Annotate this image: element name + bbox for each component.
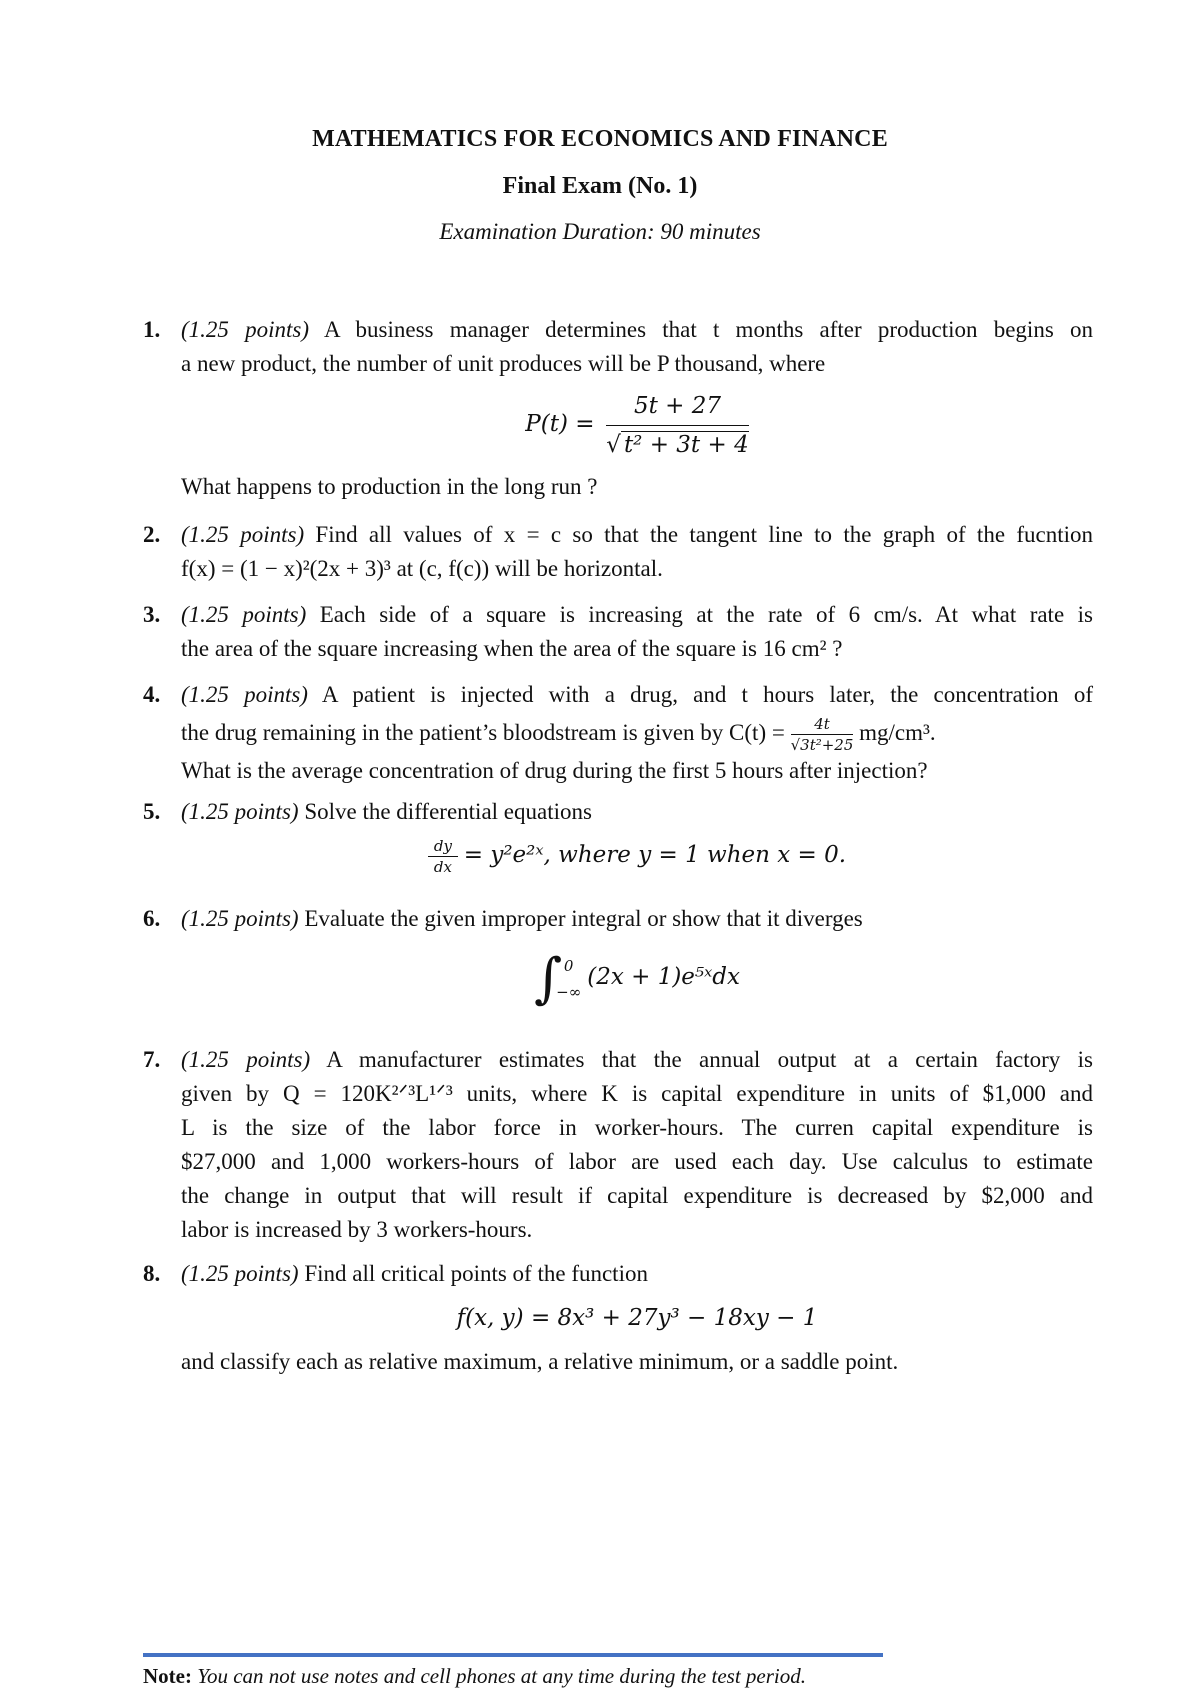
question-text: the area of the square increasing when the area of the square is 16 cm² ? (181, 636, 843, 661)
question-formula: ∫ 0 −∞ (2x + 1)e⁵ˣdx (534, 946, 740, 1010)
question-text: Find all critical points of the function (298, 1261, 648, 1286)
question-text: a new product, the number of unit produces will be P thousand, where (181, 351, 826, 376)
question-3 (143, 598, 1093, 666)
question-points: (1.25 points) (181, 682, 308, 707)
note-label: Note: (143, 1664, 192, 1688)
question-text: What happens to production in the long run ? (181, 474, 598, 499)
exam-note (143, 1664, 806, 1689)
question-4: 4. (1.25 points) A patient is injected with a drug, and t hours later, the concentration of the drug remaining in the patient’s bloodstream is given by C(t) = $\frac{4t}{\text{√3t²+25}}$ mg/cm³. What is the average concentration of drug during the first 5 hours after injection? (143, 678, 1093, 788)
question-number: 1. (143, 317, 161, 342)
question-points: (1.25 points) (181, 906, 299, 931)
question-formula: f(x, y) = 8x³ + 27y³ − 18xy − 1 (456, 1305, 818, 1331)
question-points: (1.25 points) (181, 799, 299, 824)
question-6 (143, 902, 1093, 1012)
question-text: Evaluate the given improper integral or show that it diverges (298, 906, 863, 931)
question-text: Find all values of x = c so that the tangent line to the graph of the fucntion (304, 522, 1093, 547)
question-points: (1.25 points) (181, 1047, 311, 1072)
exam-title: MATHEMATICS FOR ECONOMICS AND FINANCE (312, 126, 888, 152)
note-divider (143, 1653, 883, 1657)
question-text: given by Q = 120K²ᐟ³L¹ᐟ³ units, where K is capital expenditure in units of $1,000 and (181, 1081, 1093, 1106)
question-text: labor is increased by 3 workers-hours. (181, 1217, 533, 1242)
question-8 (143, 1257, 1093, 1379)
question-number: 3. (143, 602, 161, 627)
question-text: the change in output that will result if capital expenditure is decreased by $2,000 and (181, 1183, 1093, 1208)
question-text: the drug remaining in the patient’s bloodstream is given by C(t) = (181, 720, 785, 745)
question-text: A patient is injected with a drug, and t hours later, the concentration of (307, 682, 1093, 707)
question-text: What is the average concentration of drug during the first 5 hours after injection? (181, 758, 928, 783)
question-text: f(x) = (1 − x)²(2x + 3)³ at (c, f(c)) will be horizontal. (181, 556, 663, 581)
question-text: and classify each as relative maximum, a relative minimum, or a saddle point. (181, 1349, 899, 1374)
question-number: 5. (143, 799, 161, 824)
question-number: 7. (143, 1047, 161, 1072)
question-text: A manufacturer estimates that the annual output at a certain factory is (310, 1047, 1093, 1072)
question-number: 4. (143, 682, 161, 707)
question-text: A business manager determines that t months after production begins on (309, 317, 1093, 342)
question-text: $27,000 and 1,000 workers-hours of labor are used each day. Use calculus to estimate (181, 1149, 1093, 1174)
question-2 (143, 518, 1093, 586)
question-number: 8. (143, 1261, 161, 1286)
question-5 (143, 795, 1093, 875)
question-text: L is the size of the labor force in worker-hours. The curren capital expenditure is (181, 1115, 1093, 1140)
question-points: (1.25 points) (181, 317, 310, 342)
question-number: 6. (143, 906, 161, 931)
question-points: (1.25 points) (181, 602, 307, 627)
question-formula: P(t) = $\frac{5t + 27}{\text{√ t² + 3t + 4}}$ (181, 389, 1093, 462)
exam-subtitle: Final Exam (No. 1) (502, 173, 698, 199)
note-text: You can not use notes and cell phones at any time during the test period. (191, 1664, 806, 1688)
question-7 (143, 1043, 1093, 1247)
question-number: 2. (143, 522, 161, 547)
question-text: Solve the differential equations (298, 799, 592, 824)
question-formula: $\frac{dy}{dx}$ = y²e²ˣ, where y = 1 when x = 0. (181, 835, 1093, 875)
question-points: (1.25 points) (181, 1261, 299, 1286)
exam-duration: Examination Duration: 90 minutes (439, 219, 761, 244)
question-1 (143, 313, 1093, 504)
question-text: Each side of a square is increasing at the rate of 6 cm/s. At what rate is (306, 602, 1093, 627)
question-points: (1.25 points) (181, 522, 305, 547)
concentration-fraction: $\frac{4t}{\text{√3t²+25}}$ (790, 715, 854, 755)
